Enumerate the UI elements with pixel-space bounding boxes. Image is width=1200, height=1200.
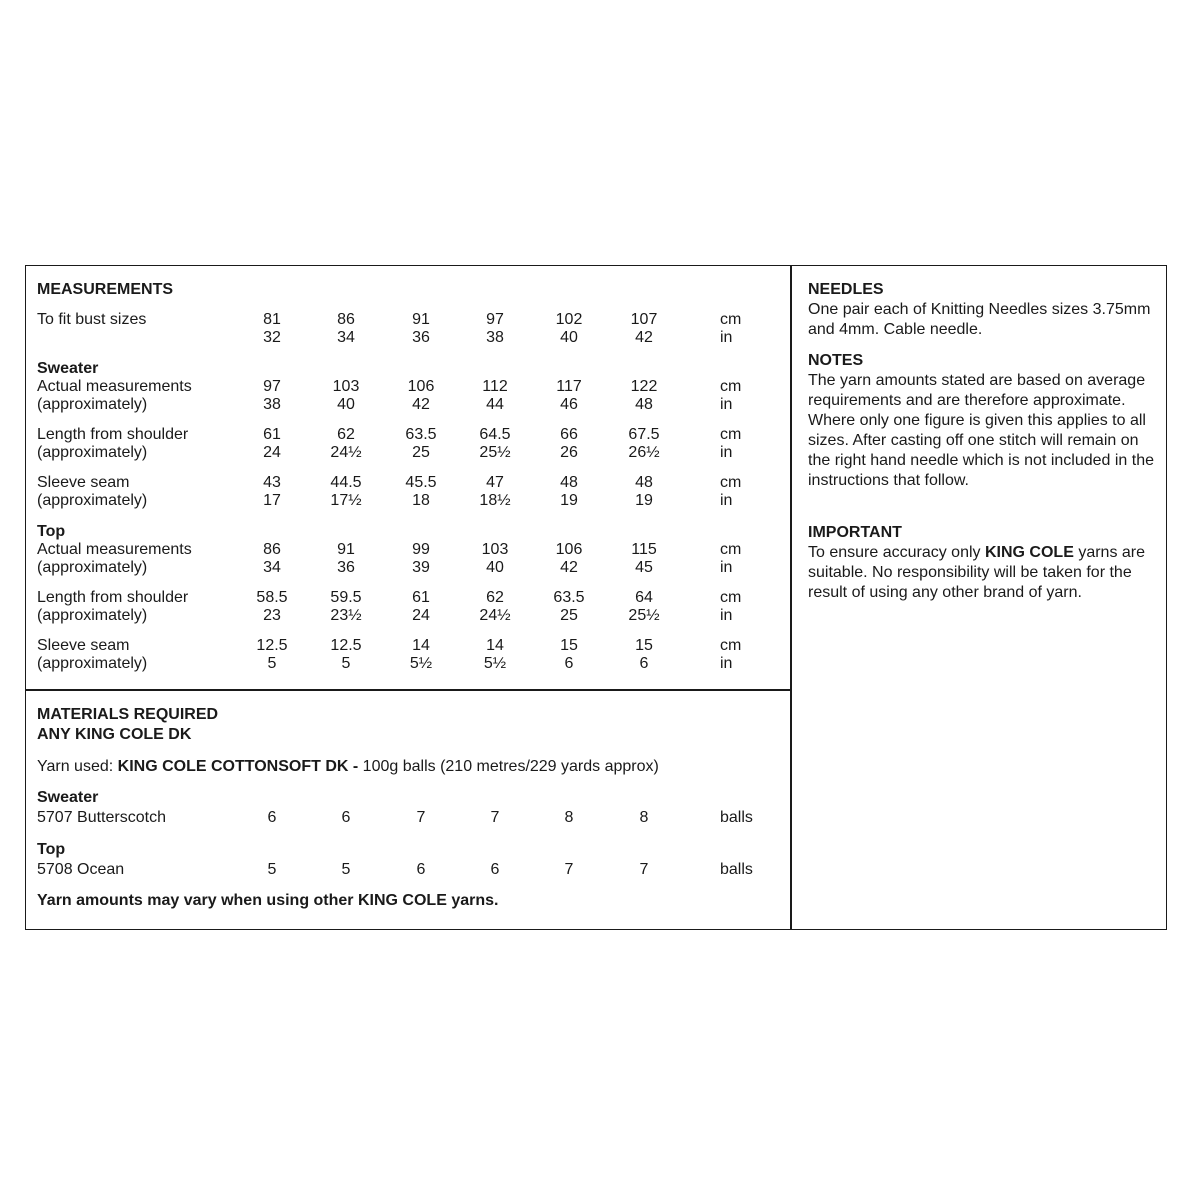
approx-label: (approximately) <box>37 444 148 461</box>
unit-label: in <box>720 655 733 672</box>
measurement-cm-value: 63.5 <box>553 589 585 606</box>
needles-text: One pair each of Knitting Needles sizes 3.75mm and 4mm. Cable needle. <box>808 301 1151 338</box>
measurement-in-value: 25 <box>412 444 430 461</box>
notes-heading: NOTES <box>808 352 864 369</box>
measurement-cm-value: 43 <box>263 474 281 491</box>
measurement-cm-value: 112 <box>482 378 508 395</box>
unit-label: balls <box>720 861 753 878</box>
measurement-cm-value: 12.5 <box>256 637 288 654</box>
top-heading: Top <box>37 523 66 540</box>
measurements-heading: MEASUREMENTS <box>37 281 174 298</box>
column-divider <box>790 265 792 930</box>
row-label: Length from shoulder <box>37 589 189 606</box>
balls-value: 8 <box>639 809 649 826</box>
balls-value: 6 <box>416 861 426 878</box>
size-cm-value: 91 <box>412 311 430 328</box>
size-cm-value: 102 <box>555 311 583 328</box>
balls-value: 6 <box>267 809 277 826</box>
measurement-in-value: 18 <box>412 492 430 509</box>
measurement-cm-value: 58.5 <box>256 589 288 606</box>
measurement-in-value: 24½ <box>479 607 511 624</box>
approx-label: (approximately) <box>37 396 148 413</box>
measurement-cm-value: 14 <box>486 637 504 654</box>
measurement-in-value: 24½ <box>330 444 362 461</box>
measurement-in-value: 5 <box>267 655 277 672</box>
measurement-in-value: 46 <box>560 396 578 413</box>
size-cm-value: 86 <box>337 311 355 328</box>
measurement-cm-value: 47 <box>486 474 504 491</box>
size-in-value: 32 <box>263 329 281 346</box>
measurement-in-value: 5½ <box>409 655 433 672</box>
needles-heading: NEEDLES <box>808 281 884 298</box>
sweater-yarn-heading: Sweater <box>37 789 99 806</box>
measurement-in-value: 42 <box>412 396 430 413</box>
unit-label: cm <box>720 426 742 443</box>
measurement-cm-value: 15 <box>635 637 653 654</box>
measurement-in-value: 48 <box>635 396 653 413</box>
important-brand: KING COLE <box>984 544 1074 561</box>
materials-subheading: ANY KING COLE DK <box>37 726 192 743</box>
unit-label: in <box>720 607 733 624</box>
unit-label: in <box>720 444 733 461</box>
yarn-note: Yarn amounts may vary when using other KING COLE yarns. <box>37 892 499 909</box>
yarn-used-line: Yarn used: KING COLE COTTONSOFT DK - 100g balls (210 metres/229 yards approx) <box>37 758 659 775</box>
measurement-cm-value: 61 <box>263 426 281 443</box>
size-in-value: 38 <box>486 329 504 346</box>
measurement-cm-value: 15 <box>560 637 578 654</box>
row-label: Sleeve seam <box>37 474 130 491</box>
row-label: Sleeve seam <box>37 637 130 654</box>
size-cm-value: 97 <box>486 311 504 328</box>
measurement-cm-value: 106 <box>407 378 435 395</box>
measurement-in-value: 39 <box>412 559 430 576</box>
measurement-in-value: 45 <box>635 559 653 576</box>
size-in-value: 40 <box>560 329 578 346</box>
measurement-cm-value: 66 <box>560 426 578 443</box>
measurement-in-value: 6 <box>639 655 649 672</box>
measurement-in-value: 17½ <box>330 492 362 509</box>
balls-value: 7 <box>490 809 500 826</box>
unit-label: cm <box>720 637 742 654</box>
row-label: Actual measurements <box>37 378 192 395</box>
notes-section <box>808 351 1158 491</box>
measurement-cm-value: 64 <box>635 589 653 606</box>
important-text: To ensure accuracy only KING COLE yarns are suitable. No responsibility will be taken for the result of using any other brand of yarn. <box>808 544 1146 601</box>
approx-label: (approximately) <box>37 655 148 672</box>
row-label: Length from shoulder <box>37 426 189 443</box>
balls-value: 6 <box>341 809 351 826</box>
row-label: Actual measurements <box>37 541 192 558</box>
top-yarn-heading: Top <box>37 841 66 858</box>
measurement-cm-value: 62 <box>486 589 504 606</box>
measurement-in-value: 34 <box>263 559 281 576</box>
balls-value: 7 <box>639 861 649 878</box>
measurement-in-value: 25 <box>560 607 578 624</box>
measurement-cm-value: 97 <box>263 378 281 395</box>
size-in-value: 34 <box>337 329 355 346</box>
balls-value: 8 <box>564 809 574 826</box>
measurement-cm-value: 14 <box>412 637 430 654</box>
measurement-cm-value: 106 <box>555 541 583 558</box>
unit-label: cm <box>720 311 742 328</box>
measurement-in-value: 26½ <box>628 444 660 461</box>
measurement-cm-value: 86 <box>263 541 281 558</box>
measurement-in-value: 23½ <box>330 607 362 624</box>
measurement-cm-value: 12.5 <box>330 637 362 654</box>
needles-section <box>808 280 1158 340</box>
unit-label: cm <box>720 378 742 395</box>
sweater-yarn-label: 5707 Butterscotch <box>37 809 166 826</box>
size-cm-value: 81 <box>263 311 281 328</box>
notes-text: The yarn amounts stated are based on average requirements and are therefore approximate. Where only one figure is given this applies to all sizes. After casting off one stitch will remain on the right hand needle which is not included in the instructions that follow. <box>808 372 1155 489</box>
measurement-in-value: 24 <box>263 444 281 461</box>
measurement-cm-value: 45.5 <box>405 474 437 491</box>
balls-value: 6 <box>490 861 500 878</box>
size-in-value: 36 <box>412 329 430 346</box>
measurement-in-value: 6 <box>564 655 574 672</box>
measurement-in-value: 40 <box>486 559 504 576</box>
measurement-cm-value: 48 <box>560 474 578 491</box>
measurement-cm-value: 48 <box>635 474 653 491</box>
measurement-in-value: 17 <box>263 492 281 509</box>
size-cm-value: 107 <box>630 311 658 328</box>
important-heading: IMPORTANT <box>808 524 902 541</box>
measurement-in-value: 5 <box>341 655 351 672</box>
measurement-in-value: 44 <box>486 396 504 413</box>
balls-value: 7 <box>416 809 426 826</box>
balls-value: 5 <box>267 861 277 878</box>
unit-label: in <box>720 329 733 346</box>
measurement-cm-value: 61 <box>412 589 430 606</box>
unit-label: balls <box>720 809 753 826</box>
measurement-cm-value: 122 <box>630 378 658 395</box>
important-section <box>808 523 1158 603</box>
approx-label: (approximately) <box>37 607 148 624</box>
balls-value: 5 <box>341 861 351 878</box>
measurement-in-value: 18½ <box>479 492 511 509</box>
approx-label: (approximately) <box>37 492 148 509</box>
measurement-cm-value: 64.5 <box>479 426 511 443</box>
measurement-cm-value: 63.5 <box>405 426 437 443</box>
measurement-in-value: 19 <box>635 492 653 509</box>
measurement-in-value: 19 <box>560 492 578 509</box>
measurement-cm-value: 59.5 <box>330 589 362 606</box>
unit-label: in <box>720 559 733 576</box>
measurement-in-value: 38 <box>263 396 281 413</box>
measurement-cm-value: 44.5 <box>330 474 362 491</box>
measurement-cm-value: 103 <box>481 541 509 558</box>
measurement-cm-value: 117 <box>556 378 582 395</box>
unit-label: cm <box>720 474 742 491</box>
measurement-in-value: 36 <box>337 559 355 576</box>
measurement-cm-value: 62 <box>337 426 355 443</box>
measurement-cm-value: 67.5 <box>628 426 660 443</box>
measurement-cm-value: 115 <box>631 541 657 558</box>
sweater-heading: Sweater <box>37 360 99 377</box>
measurement-in-value: 40 <box>337 396 355 413</box>
row-label: To fit bust sizes <box>37 311 147 328</box>
section-divider <box>25 689 791 691</box>
measurement-in-value: 24 <box>412 607 430 624</box>
unit-label: cm <box>720 589 742 606</box>
measurement-in-value: 23 <box>263 607 281 624</box>
unit-label: in <box>720 492 733 509</box>
balls-value: 7 <box>564 861 574 878</box>
unit-label: cm <box>720 541 742 558</box>
top-yarn-label: 5708 Ocean <box>37 861 125 878</box>
measurement-cm-value: 103 <box>332 378 360 395</box>
measurement-in-value: 26 <box>560 444 578 461</box>
measurement-cm-value: 99 <box>412 541 430 558</box>
measurement-in-value: 25½ <box>479 444 511 461</box>
approx-label: (approximately) <box>37 559 148 576</box>
size-in-value: 42 <box>635 329 653 346</box>
yarn-name: KING COLE COTTONSOFT DK - <box>117 758 359 775</box>
measurement-in-value: 25½ <box>628 607 660 624</box>
unit-label: in <box>720 396 733 413</box>
materials-heading: MATERIALS REQUIRED <box>37 706 219 723</box>
measurement-cm-value: 91 <box>337 541 355 558</box>
measurement-in-value: 42 <box>560 559 578 576</box>
measurement-in-value: 5½ <box>483 655 507 672</box>
